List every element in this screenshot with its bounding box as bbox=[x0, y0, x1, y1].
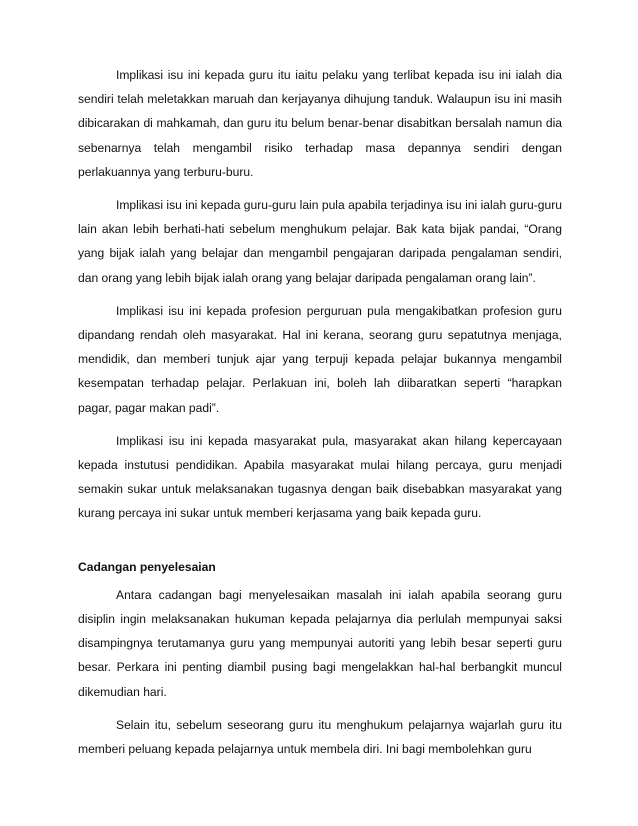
paragraph-suggestion-defend: Selain itu, sebelum seseorang guru itu menghukum pelajarnya wajarlah guru itu memberi peluang kepada pelajarnya untuk membela diri. Ini bagi membolehkan guru bbox=[78, 717, 562, 757]
paragraph-society-implication: Implikasi isu ini kepada masyarakat pula, masyarakat akan hilang kepercayaan kepada instutusi pendidikan. Apabila masyarakat mulai hilang percaya, guru menjadi semakin sukar untuk melaksanakan tugasnya dengan baik disebabkan masyarakat yang kurang percaya ini sukar untuk memberi kerjasama yang baik kepada guru. bbox=[78, 433, 562, 521]
paragraph-profession-implication: Implikasi isu ini kepada profesion perguruan pula mengakibatkan profesion guru dipandang rendah oleh masyarakat. Hal ini kerana, seorang guru sepatutnya menjaga, mendidik, dan memberi tunjuk ajar yang terpuji kepada pelajar bukannya mengambil kesempatan terhadap pelajar. Perlakuan ini, boleh lah diibaratkan seperti “harapkan pagar, pagar makan padi”. bbox=[78, 303, 562, 415]
section-heading: Cadangan penyelesaian bbox=[78, 559, 216, 574]
paragraph-suggestion-witness: Antara cadangan bagi menyelesaikan masalah ini ialah apabila seorang guru disiplin ingin melaksanakan hukuman kepada pelajarnya dia perlulah mempunyai saksi disampingnya terutamanya guru yang mempunyai autoriti yang lebih besar seperti guru besar. Perkara ini penting diambil pusing bagi mengelakkan hal-hal berbangkit muncul dikemudian hari. bbox=[78, 587, 562, 699]
paragraph-guru-implication: Implikasi isu ini kepada guru itu iaitu pelaku yang terlibat kepada isu ini ialah dia sendiri telah meletakkan maruah dan kerjayanya dihujung tanduk. Walaupun isu ini masih dibicarakan di mahkamah, dan guru itu belum benar-benar disabitkan bersalah namun dia sebenarnya telah mengambil risiko terhadap masa depannya sendiri dengan perlakuannya yang terburu-buru. bbox=[78, 68, 562, 179]
paragraph-other-teachers-implication: Implikasi isu ini kepada guru-guru lain pula apabila terjadinya isu ini ialah guru-guru lain akan lebih berhati-hati sebelum menghukum pelajar. Bak kata bijak pandai, “Orang yang bijak ialah yang belajar dan mengambil pengajaran daripada pengalaman sendiri, dan orang yang lebih bijak ialah orang yang belajar daripada pengalaman orang lain”. bbox=[78, 198, 562, 285]
document-body bbox=[78, 63, 562, 770]
